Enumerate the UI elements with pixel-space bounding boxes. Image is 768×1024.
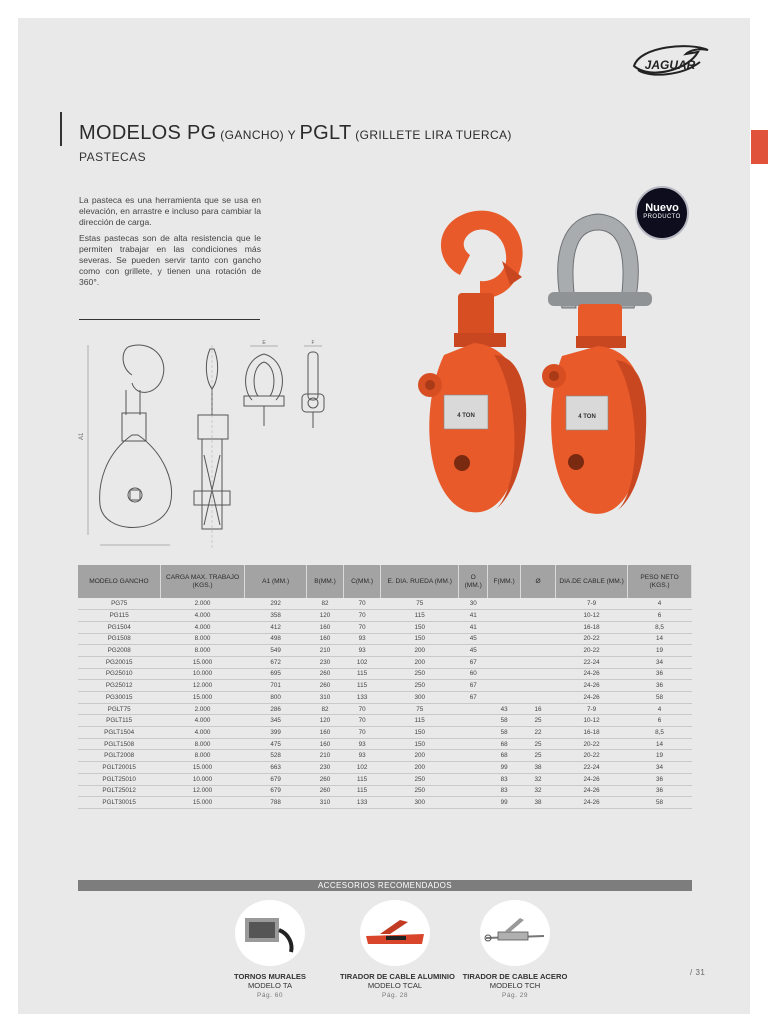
accessory-model-3: MODELO TCH xyxy=(489,981,541,990)
table-cell: 8,5 xyxy=(628,621,692,633)
table-cell: 788 xyxy=(245,797,307,809)
table-cell: 16 xyxy=(521,703,556,715)
shackle-front-drawing xyxy=(238,338,293,430)
table-cell: 32 xyxy=(521,773,556,785)
page-number: / 31 xyxy=(690,968,706,977)
table-cell: 286 xyxy=(245,703,307,715)
table-cell: 20-22 xyxy=(556,633,628,645)
table-cell: 679 xyxy=(245,785,307,797)
table-cell: 67 xyxy=(459,656,488,668)
table-cell: 210 xyxy=(307,750,344,762)
jaguar-logo xyxy=(630,40,712,82)
table-cell: 24-26 xyxy=(556,668,628,680)
pg-hook-block-photo xyxy=(410,205,550,520)
table-cell: 20-22 xyxy=(556,645,628,657)
hook-block-side-drawing xyxy=(80,335,190,550)
table-cell: 345 xyxy=(245,715,307,727)
table-cell: PG25010 xyxy=(78,668,160,680)
table-cell: 102 xyxy=(344,762,381,774)
table-cell: 358 xyxy=(245,610,307,622)
table-cell: 24-26 xyxy=(556,785,628,797)
table-cell: 672 xyxy=(245,656,307,668)
table-cell: PGLT115 xyxy=(78,715,160,727)
table-cell: 22-24 xyxy=(556,656,628,668)
accessory-image-tornos xyxy=(235,900,305,966)
table-cell: 15.000 xyxy=(160,692,244,704)
table-cell: 250 xyxy=(381,680,459,692)
table-cell: 20-22 xyxy=(556,750,628,762)
title-small-1: (GANCHO) Y xyxy=(216,128,300,142)
table-cell: 24-26 xyxy=(556,797,628,809)
accessories-title: ACCESORIOS RECOMENDADOS xyxy=(78,880,692,891)
table-cell xyxy=(459,785,488,797)
table-cell: 150 xyxy=(381,621,459,633)
table-cell: 19 xyxy=(628,645,692,657)
table-cell: 68 xyxy=(488,750,521,762)
table-row xyxy=(78,645,692,657)
table-body xyxy=(78,598,692,808)
table-cell: 200 xyxy=(381,645,459,657)
table-cell: 68 xyxy=(488,738,521,750)
table-cell: 58 xyxy=(628,797,692,809)
table-cell: 663 xyxy=(245,762,307,774)
accessory-tirador-acero[interactable] xyxy=(460,900,570,999)
table-cell: 7-9 xyxy=(556,703,628,715)
table-cell: 115 xyxy=(344,680,381,692)
table-cell: 6 xyxy=(628,715,692,727)
table-cell: 25 xyxy=(521,750,556,762)
table-cell: 15.000 xyxy=(160,762,244,774)
table-header-row xyxy=(78,565,692,598)
table-cell: 12.000 xyxy=(160,680,244,692)
table-cell xyxy=(488,692,521,704)
product-plate-label-2: 4 TON xyxy=(578,414,596,420)
intro-divider xyxy=(79,319,260,320)
table-cell: 10.000 xyxy=(160,668,244,680)
table-row xyxy=(78,715,692,727)
table-cell: 12.000 xyxy=(160,785,244,797)
table-cell: 399 xyxy=(245,727,307,739)
table-cell: 4 xyxy=(628,598,692,610)
table-cell: 45 xyxy=(459,645,488,657)
table-cell: 300 xyxy=(381,692,459,704)
table-cell: 19 xyxy=(628,750,692,762)
table-row xyxy=(78,680,692,692)
table-cell: PG1504 xyxy=(78,621,160,633)
table-header-cell: CARGA MAX. TRABAJO (KGS.) xyxy=(160,565,244,598)
table-row xyxy=(78,656,692,668)
title-accent-bar xyxy=(60,112,62,146)
table-cell: 549 xyxy=(245,645,307,657)
table-cell: 8.000 xyxy=(160,750,244,762)
table-cell: 16-18 xyxy=(556,621,628,633)
table-cell xyxy=(488,668,521,680)
table-cell: 679 xyxy=(245,773,307,785)
specifications-table xyxy=(78,565,692,809)
table-cell: 150 xyxy=(381,738,459,750)
badge-line-1: Nuevo xyxy=(645,202,679,214)
table-row xyxy=(78,762,692,774)
table-cell: 70 xyxy=(344,598,381,610)
table-cell: 2.000 xyxy=(160,703,244,715)
title-main-2: PGLT xyxy=(299,122,352,144)
table-cell: 16-18 xyxy=(556,727,628,739)
accessory-page-2: Pág. 28 xyxy=(382,992,408,999)
table-cell xyxy=(488,610,521,622)
table-cell: PG115 xyxy=(78,610,160,622)
table-cell: PG2008 xyxy=(78,645,160,657)
table-cell: 133 xyxy=(344,797,381,809)
table-cell: 528 xyxy=(245,750,307,762)
product-plate-label: 4 TON xyxy=(457,413,475,419)
logo-text: JAGUAR xyxy=(644,58,696,72)
table-cell: PGLT75 xyxy=(78,703,160,715)
table-cell: 14 xyxy=(628,633,692,645)
dim-label-f: F xyxy=(311,340,315,346)
table-cell: 99 xyxy=(488,762,521,774)
table-cell: 38 xyxy=(521,797,556,809)
table-cell: 310 xyxy=(307,797,344,809)
table-cell xyxy=(459,797,488,809)
table-row xyxy=(78,610,692,622)
table-cell xyxy=(488,598,521,610)
table-cell: 30 xyxy=(459,598,488,610)
table-cell: 93 xyxy=(344,738,381,750)
table-cell: 115 xyxy=(344,773,381,785)
table-cell: 41 xyxy=(459,610,488,622)
table-row xyxy=(78,738,692,750)
shackle-side-drawing xyxy=(298,338,328,430)
accessory-tirador-aluminio[interactable] xyxy=(340,900,455,999)
table-cell: 2.000 xyxy=(160,598,244,610)
table-cell: 36 xyxy=(628,668,692,680)
table-cell: 250 xyxy=(381,668,459,680)
table-cell: 260 xyxy=(307,785,344,797)
table-cell: PG25012 xyxy=(78,680,160,692)
table-cell xyxy=(521,610,556,622)
table-cell xyxy=(488,656,521,668)
table-cell xyxy=(521,621,556,633)
table-cell: 24-26 xyxy=(556,692,628,704)
table-row xyxy=(78,633,692,645)
table-cell: 115 xyxy=(381,610,459,622)
table-cell: 36 xyxy=(628,773,692,785)
table-cell: 8.000 xyxy=(160,645,244,657)
table-header-cell: F(MM.) xyxy=(488,565,521,598)
table-cell: 70 xyxy=(344,715,381,727)
table-cell: 133 xyxy=(344,692,381,704)
table-row xyxy=(78,773,692,785)
table-cell xyxy=(521,633,556,645)
table-cell: 150 xyxy=(381,727,459,739)
table-row xyxy=(78,785,692,797)
intro-text xyxy=(79,195,261,293)
table-cell: 102 xyxy=(344,656,381,668)
new-product-badge xyxy=(635,186,689,240)
table-cell: 43 xyxy=(488,703,521,715)
table-cell: 200 xyxy=(381,750,459,762)
table-cell: 210 xyxy=(307,645,344,657)
intro-paragraph-2: Estas pastecas son de alta resistencia que le permiten trabajar en las condiciones más severas. Se pueden servir tanto con gancho como con grillete, y tienen una rotación de 360°. xyxy=(79,233,261,287)
table-cell: 24-26 xyxy=(556,773,628,785)
table-row xyxy=(78,797,692,809)
pglt-shackle-block-photo xyxy=(540,212,660,520)
table-cell: PGLT25010 xyxy=(78,773,160,785)
table-cell: 10.000 xyxy=(160,773,244,785)
table-cell: PGLT30015 xyxy=(78,797,160,809)
table-cell: 34 xyxy=(628,762,692,774)
accessory-name-2: TIRADOR DE CABLE ALUMINIO xyxy=(340,972,455,981)
hook-block-front-drawing xyxy=(190,345,235,550)
table-cell: 58 xyxy=(488,727,521,739)
table-cell xyxy=(459,738,488,750)
table-cell: 75 xyxy=(381,703,459,715)
table-cell: 800 xyxy=(245,692,307,704)
table-cell: 701 xyxy=(245,680,307,692)
table-row xyxy=(78,598,692,610)
table-cell: PGLT1504 xyxy=(78,727,160,739)
table-cell: 67 xyxy=(459,680,488,692)
table-cell: PG75 xyxy=(78,598,160,610)
table-cell: 310 xyxy=(307,692,344,704)
table-row xyxy=(78,668,692,680)
table-cell xyxy=(488,680,521,692)
table-cell: 200 xyxy=(381,656,459,668)
section-tab-marker xyxy=(751,130,768,164)
table-cell: 58 xyxy=(488,715,521,727)
accessory-model-2: MODELO TCAL xyxy=(367,981,423,990)
table-cell: 200 xyxy=(381,762,459,774)
accessory-tornos-murales[interactable] xyxy=(225,900,315,999)
table-cell xyxy=(488,633,521,645)
table-header-cell: E. DIA. RUEDA (MM.) xyxy=(381,565,459,598)
badge-line-2: PRODUCTO xyxy=(643,214,681,220)
table-header-cell: PESO NETO (KGS.) xyxy=(628,565,692,598)
table-cell: 412 xyxy=(245,621,307,633)
table-header-cell: DIA.DE CABLE (MM.) xyxy=(556,565,628,598)
table-cell: 292 xyxy=(245,598,307,610)
table-cell: 230 xyxy=(307,656,344,668)
table-cell xyxy=(521,692,556,704)
table-cell: 260 xyxy=(307,773,344,785)
table-cell xyxy=(521,668,556,680)
table-cell: 36 xyxy=(628,680,692,692)
table-cell: PG20015 xyxy=(78,656,160,668)
title-main-1: MODELOS PG xyxy=(79,122,217,144)
table-row xyxy=(78,692,692,704)
table-cell: PGLT25012 xyxy=(78,785,160,797)
table-cell: PG1508 xyxy=(78,633,160,645)
table-cell: 38 xyxy=(521,762,556,774)
table-cell: 70 xyxy=(344,610,381,622)
table-cell: 25 xyxy=(521,715,556,727)
table-cell: 25 xyxy=(521,738,556,750)
table-row xyxy=(78,621,692,633)
table-row xyxy=(78,727,692,739)
table-cell: 83 xyxy=(488,773,521,785)
table-cell: 6 xyxy=(628,610,692,622)
table-cell: 70 xyxy=(344,621,381,633)
table-cell xyxy=(459,715,488,727)
table-cell: 4 xyxy=(628,703,692,715)
table-cell: 8.000 xyxy=(160,633,244,645)
table-cell xyxy=(521,598,556,610)
table-cell: 160 xyxy=(307,727,344,739)
table-cell: 67 xyxy=(459,692,488,704)
table-cell: 60 xyxy=(459,668,488,680)
table-cell: 24-26 xyxy=(556,680,628,692)
table-cell: 498 xyxy=(245,633,307,645)
table-cell: 58 xyxy=(628,692,692,704)
title-small-2: (GRILLETE LIRA TUERCA) xyxy=(351,128,512,142)
accessory-name-3: TIRADOR DE CABLE ACERO xyxy=(462,972,568,981)
table-cell xyxy=(459,762,488,774)
accessory-page-3: Pág. 29 xyxy=(502,992,528,999)
table-cell: 70 xyxy=(344,703,381,715)
table-cell xyxy=(488,645,521,657)
table-cell: PGLT2008 xyxy=(78,750,160,762)
table-cell: 120 xyxy=(307,715,344,727)
table-cell: 120 xyxy=(307,610,344,622)
table-cell xyxy=(488,621,521,633)
table-cell: 7-9 xyxy=(556,598,628,610)
table-cell: 34 xyxy=(628,656,692,668)
table-cell: 99 xyxy=(488,797,521,809)
table-cell: 160 xyxy=(307,738,344,750)
table-cell: 15.000 xyxy=(160,797,244,809)
table-cell: 4.000 xyxy=(160,610,244,622)
table-cell: 695 xyxy=(245,668,307,680)
table-cell: 93 xyxy=(344,645,381,657)
table-cell: PGLT1508 xyxy=(78,738,160,750)
intro-paragraph-1: La pasteca es una herramienta que se usa en elevación, en arrastre e incluso para cambiar la dirección de carga. xyxy=(79,195,261,227)
table-header-cell: B(MM.) xyxy=(307,565,344,598)
table-cell xyxy=(521,656,556,668)
table-cell: 4.000 xyxy=(160,727,244,739)
page-title xyxy=(79,122,512,145)
table-cell: 260 xyxy=(307,680,344,692)
table-cell: 70 xyxy=(344,727,381,739)
table-cell: 115 xyxy=(344,668,381,680)
table-cell: 82 xyxy=(307,703,344,715)
table-cell: 93 xyxy=(344,750,381,762)
table-cell: 4.000 xyxy=(160,621,244,633)
table-cell: 4.000 xyxy=(160,715,244,727)
table-cell: 8.000 xyxy=(160,738,244,750)
table-cell: 15.000 xyxy=(160,656,244,668)
table-cell: 150 xyxy=(381,633,459,645)
dim-label-a1: A1 xyxy=(79,432,85,440)
table-header-cell: A1 (MM.) xyxy=(245,565,307,598)
accessory-model-1: MODELO TA xyxy=(247,981,293,990)
dim-label-e: E xyxy=(262,340,266,346)
table-header-cell: C(MM.) xyxy=(344,565,381,598)
table-cell: 82 xyxy=(307,598,344,610)
table-cell: 230 xyxy=(307,762,344,774)
table-row xyxy=(78,703,692,715)
table-cell: 160 xyxy=(307,621,344,633)
table-cell: PGLT20015 xyxy=(78,762,160,774)
table-cell: PG30015 xyxy=(78,692,160,704)
table-cell: 250 xyxy=(381,773,459,785)
table-header-cell: O (MM.) xyxy=(459,565,488,598)
table-cell: 10-12 xyxy=(556,715,628,727)
table-cell: 36 xyxy=(628,785,692,797)
accessory-image-tcal xyxy=(360,900,430,966)
table-header-cell: MODELO GANCHO xyxy=(78,565,160,598)
page-subtitle: PASTECAS xyxy=(79,150,147,164)
table-cell: 22 xyxy=(521,727,556,739)
table-cell: 115 xyxy=(381,715,459,727)
table-cell xyxy=(521,645,556,657)
table-header-cell: Ø xyxy=(521,565,556,598)
accessory-image-tch xyxy=(480,900,550,966)
table-cell: 20-22 xyxy=(556,738,628,750)
table-cell xyxy=(459,727,488,739)
table-cell xyxy=(521,680,556,692)
table-cell: 83 xyxy=(488,785,521,797)
table-cell: 45 xyxy=(459,633,488,645)
table-cell: 300 xyxy=(381,797,459,809)
table-cell: 32 xyxy=(521,785,556,797)
table-cell xyxy=(459,773,488,785)
table-cell: 250 xyxy=(381,785,459,797)
table-cell: 475 xyxy=(245,738,307,750)
table-cell: 115 xyxy=(344,785,381,797)
table-cell: 10-12 xyxy=(556,610,628,622)
accessory-page-1: Pág. 60 xyxy=(257,992,283,999)
table-cell: 260 xyxy=(307,668,344,680)
table-cell: 75 xyxy=(381,598,459,610)
table-cell: 14 xyxy=(628,738,692,750)
table-cell: 41 xyxy=(459,621,488,633)
table-row xyxy=(78,750,692,762)
table-cell: 22-24 xyxy=(556,762,628,774)
table-cell: 160 xyxy=(307,633,344,645)
table-cell xyxy=(459,703,488,715)
table-cell: 93 xyxy=(344,633,381,645)
accessory-name-1: TORNOS MURALES xyxy=(233,972,306,981)
table-cell xyxy=(459,750,488,762)
table-cell: 8,5 xyxy=(628,727,692,739)
